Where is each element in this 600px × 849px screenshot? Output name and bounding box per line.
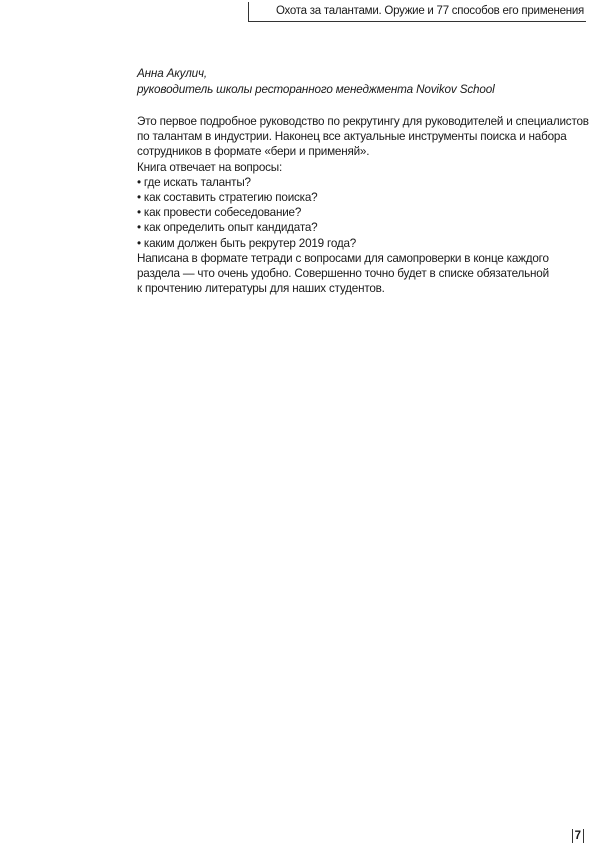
list-item xyxy=(137,175,577,190)
bullet-icon: • xyxy=(137,206,141,220)
paragraph-line: Это первое подробное руководство по рекрутингу для руководителей и специалистов xyxy=(137,115,589,128)
page-number-right-rule xyxy=(583,829,584,843)
review-text xyxy=(137,114,589,296)
list-item-text: каким должен быть рекрутер 2019 года? xyxy=(143,236,357,250)
paragraph-line: Написана в формате тетради с вопросами для самопроверки в конце каждого xyxy=(137,251,549,265)
list-item xyxy=(137,205,577,220)
list-item-text: где искать таланты? xyxy=(143,175,251,189)
list-item-text: как определить опыт кандидата? xyxy=(143,221,318,235)
signature-name: Анна Акулич, xyxy=(137,67,208,80)
paragraph-line: сотрудников в формате «бери и применяй». xyxy=(137,145,370,159)
paragraph-line: к прочтению литературы для наших студентов. xyxy=(137,282,385,296)
bullet-icon: • xyxy=(137,221,141,235)
page-number xyxy=(572,827,584,845)
bullet-icon: • xyxy=(137,191,141,205)
questions-intro: Книга отвечает на вопросы: xyxy=(137,160,283,174)
paragraph-line: раздела — что очень удобно. Совершенно точно будет в списке обязательной xyxy=(137,267,549,281)
list-item xyxy=(137,220,577,235)
running-header-title: Охота за талантами. Оружие и 77 способов его применения xyxy=(275,5,584,17)
list-item-text: как провести собеседование? xyxy=(143,206,302,220)
list-item-text: как составить стратегию поиска? xyxy=(143,191,318,205)
bullet-icon: • xyxy=(137,236,141,250)
signature-block xyxy=(137,66,495,98)
running-header xyxy=(248,2,586,22)
questions-list xyxy=(137,175,577,251)
list-item xyxy=(137,190,577,205)
list-item xyxy=(137,236,577,251)
signature-position: руководитель школы ресторанного менеджмента Novikov School xyxy=(137,83,495,96)
page-number-value: 7 xyxy=(574,830,581,842)
paragraph-line: по талантам в индустрии. Наконец все актуальные инструменты поиска и набора xyxy=(137,130,567,144)
bullet-icon: • xyxy=(137,175,141,189)
